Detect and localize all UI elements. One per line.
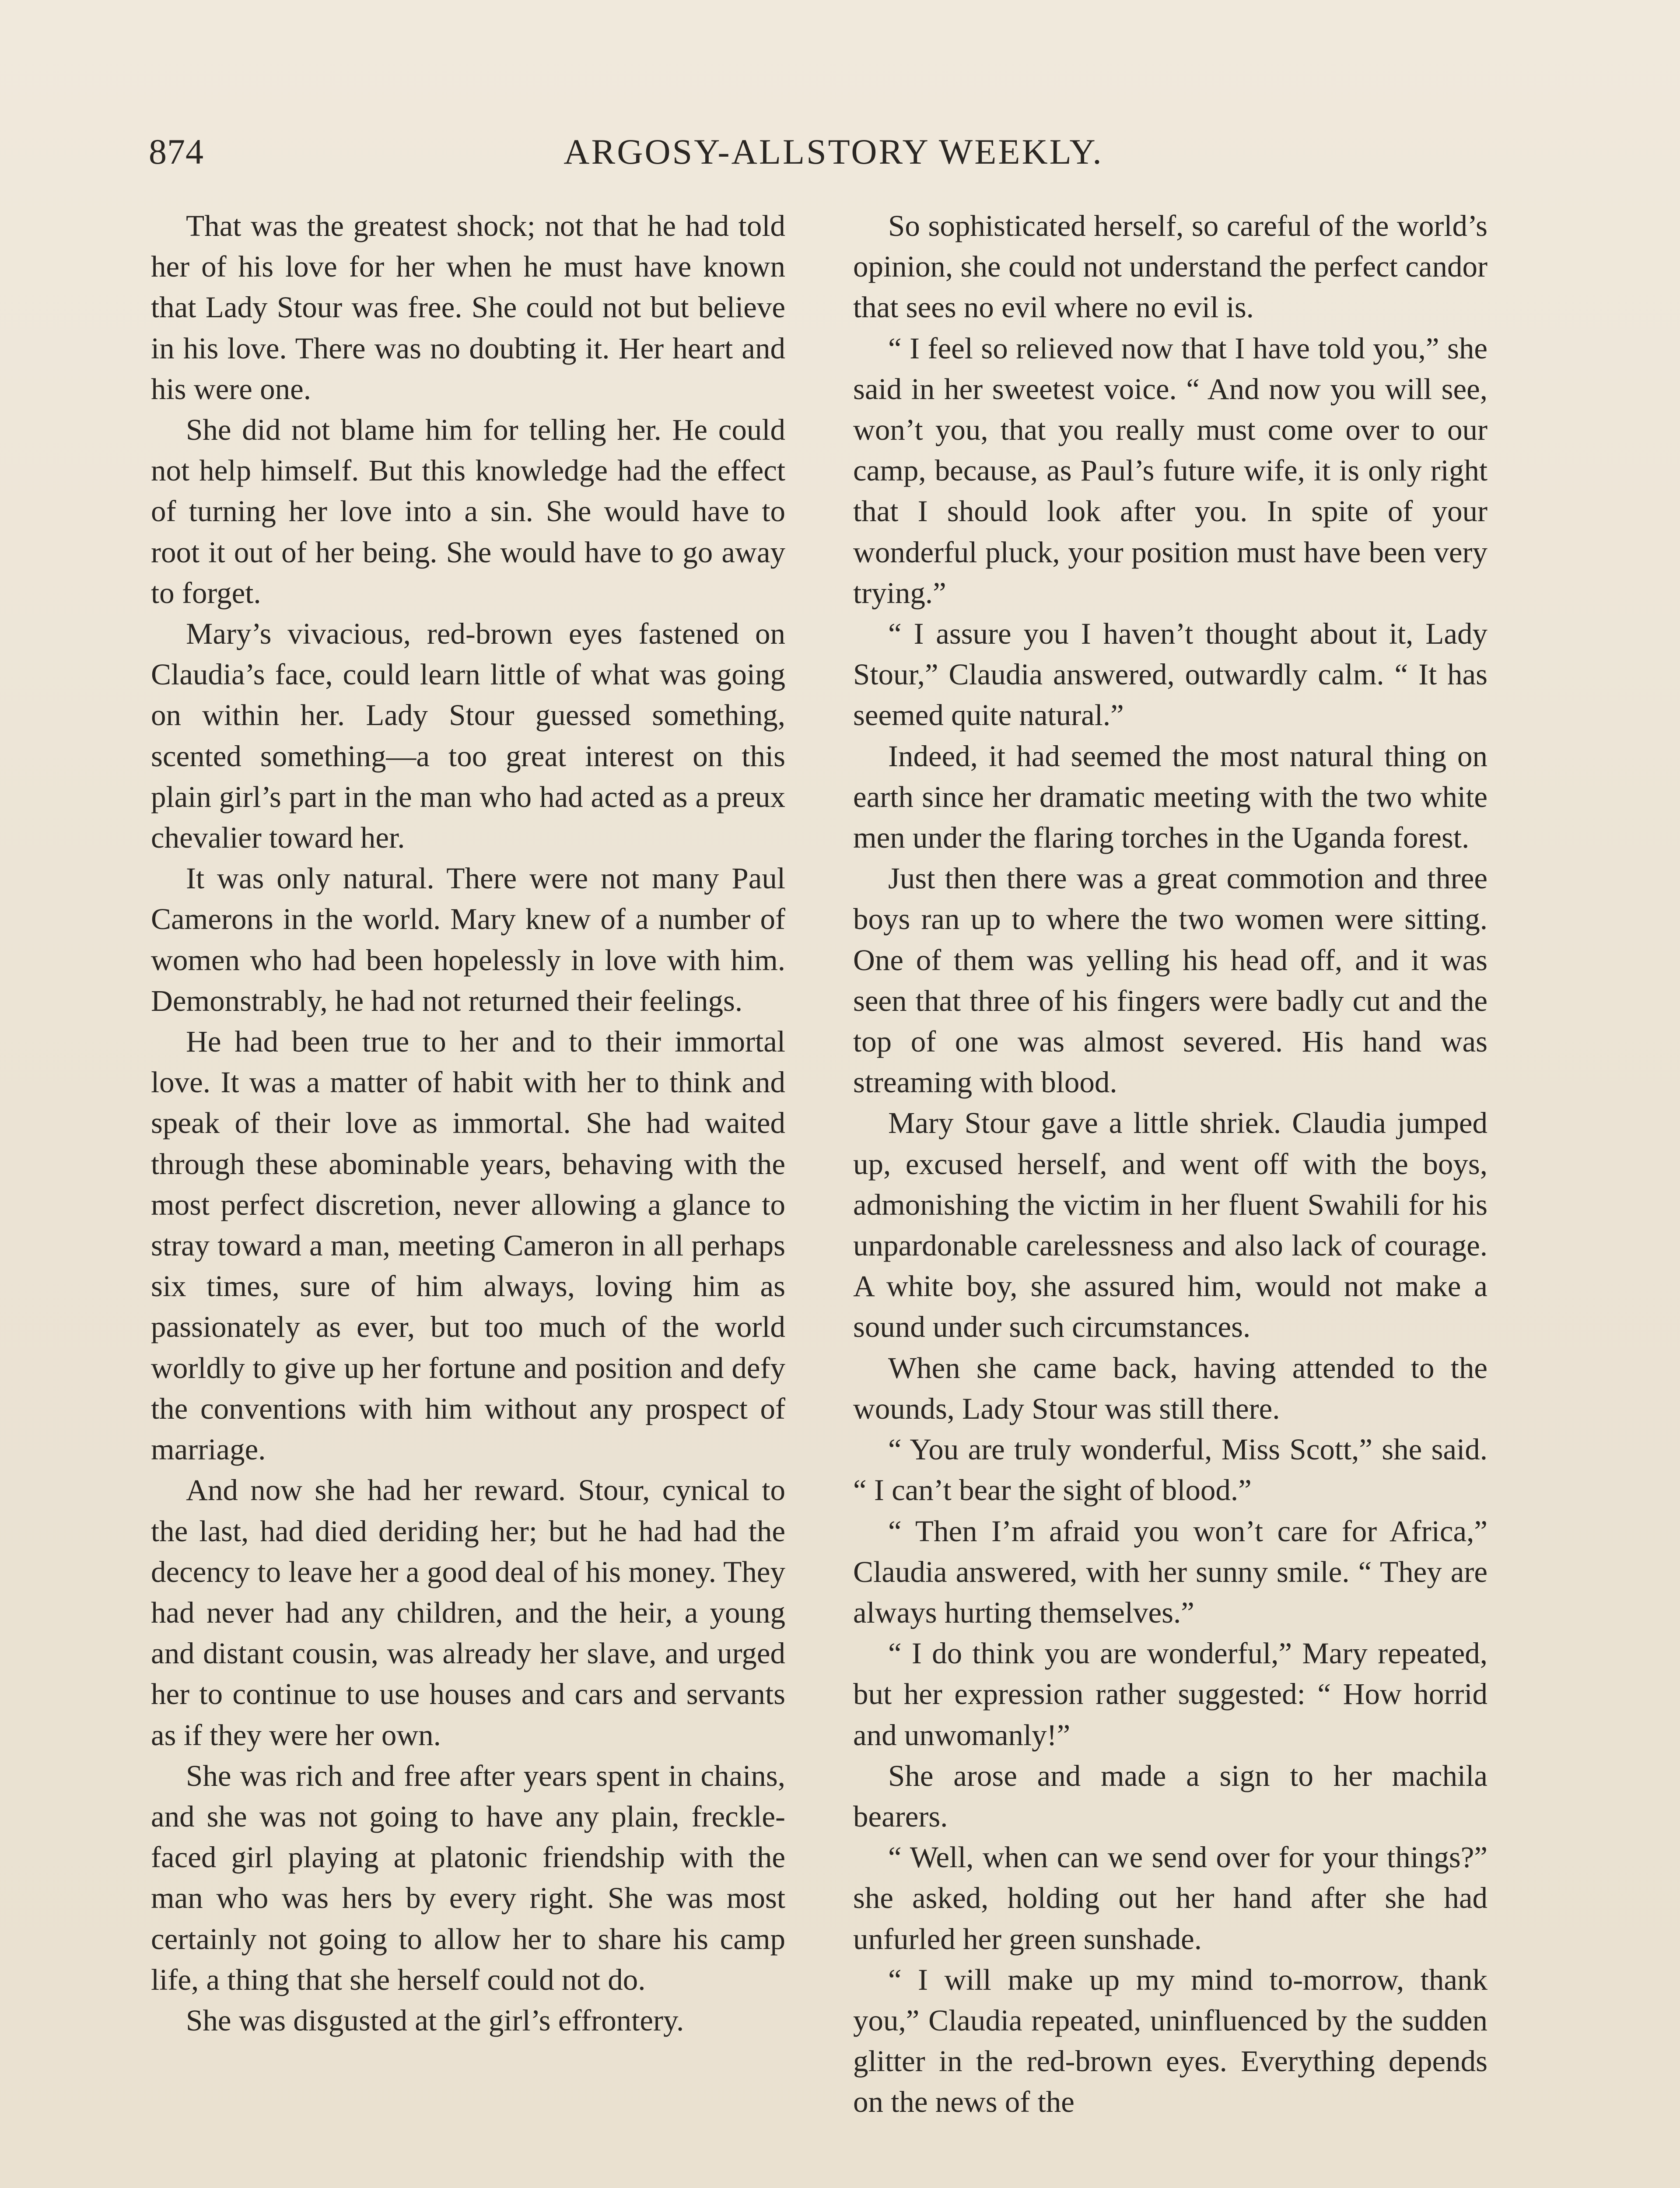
paragraph: “ I will make up my mind to-morrow, thank you,” Claudia repeated, uninfluenced by the sudden glitter in the red-brown eyes. Everything depends on the news of the — [853, 1963, 1488, 2119]
paragraph: So sophisticated herself, so careful of the world’s opinion, she could not understand the perfect candor that sees no evil where no evil is. — [853, 209, 1488, 324]
paragraph: “ Well, when can we send over for your things?” she asked, holding out her hand after she had unfurled her green sunshade. — [853, 1841, 1488, 1956]
paragraph: “ I do think you are wonderful,” Mary repeated, but her expression rather suggested: “ How horrid and unwomanly!” — [853, 1637, 1488, 1752]
paragraph: It was only natural. There were not many Paul Camerons in the world. Mary knew of a number of women who had been hopelessly in love with him. Demonstrably, he had not returned their feelings. — [151, 862, 785, 1017]
paragraph: And now she had her reward. Stour, cynical to the last, had died deriding her; but he had had the decency to leave her a good deal of his money. They had never had any children, and the heir, a young and distant cousin, was already her slave, and urged her to continue to use houses and cars and servants as if they were her own. — [151, 1473, 785, 1752]
paragraph: When she came back, having attended to the wounds, Lady Stour was still there. — [853, 1351, 1488, 1425]
page-number: 874 — [149, 132, 204, 172]
paragraph: “ I feel so relieved now that I have told you,” she said in her sweetest voice. “ And now you will see, won’t you, that you really must come over to our camp, because, as Paul’s future wife, it is only right that I should look after you. In spite of your wonderful pluck, your position must have been very trying.” — [853, 331, 1488, 610]
paragraph: Indeed, it had seemed the most natural thing on earth since her dramatic meeting with the two white men under the flaring torches in the Uganda forest. — [853, 739, 1488, 855]
paragraph: “ Then I’m afraid you won’t care for Africa,” Claudia answered, with her sunny smile. “ They are always hurting themselves.” — [853, 1514, 1488, 1629]
paragraph: She was disgusted at the girl’s effrontery. — [186, 2003, 684, 2037]
left-column — [151, 206, 785, 2041]
right-column — [853, 206, 1488, 2123]
paragraph: She arose and made a sign to her machila bearers. — [853, 1759, 1488, 1833]
paragraph: Mary Stour gave a little shriek. Claudia jumped up, excused herself, and went off with the boys, admonishing the victim in her fluent Swahili for his unpardonable carelessness and also lack of courage. A white boy, she assured him, would not make a sound under such circumstances. — [853, 1106, 1488, 1344]
page-header — [149, 131, 1518, 184]
running-head: ARGOSY-ALLSTORY WEEKLY. — [564, 132, 1103, 172]
paragraph: She did not blame him for telling her. He could not help himself. But this knowledge had the effect of turning her love into a sin. She would have to root it out of her being. She would have to go away to forget. — [151, 413, 785, 610]
paragraph: That was the greatest shock; not that he had told her of his love for her when he must have known that Lady Stour was free. She could not but believe in his love. There was no doubting it. Her heart and his were one. — [151, 209, 785, 406]
paragraph: She was rich and free after years spent in chains, and she was not going to have any plain, freckle-faced girl playing at platonic friendship with the man who was hers by every right. She was most certainly not going to allow her to share his camp life, a thing that she herself could not do. — [151, 1759, 785, 1996]
paragraph: Just then there was a great commotion and three boys ran up to where the two women were sitting. One of them was yelling his head off, and it was seen that three of his fingers were badly cut and the top of one was almost severed. His hand was streaming with blood. — [853, 862, 1488, 1099]
paragraph: He had been true to her and to their immortal love. It was a matter of habit with her to think and speak of their love as immortal. She had waited through these abominable years, behaving with the most perfect discretion, never allowing a glance to stray toward a man, meeting Cameron in all perhaps six times, sure of him always, loving him as passionately as ever, but too much of the world worldly to give up her fortune and position and defy the conventions with him without any prospect of marriage. — [151, 1025, 785, 1466]
paragraph: “ I assure you I haven’t thought about it, Lady Stour,” Claudia answered, outwardly calm. “ It has seemed quite natural.” — [853, 617, 1488, 732]
paragraph: “ You are truly wonderful, Miss Scott,” she said. “ I can’t bear the sight of blood.” — [853, 1433, 1488, 1507]
paragraph: Mary’s vivacious, red-brown eyes fastened on Claudia’s face, could learn little of what was going on within her. Lady Stour guessed something, scented something—a too great interest on this plain girl’s part in the man who had acted as a preux chevalier toward her. — [151, 617, 785, 855]
